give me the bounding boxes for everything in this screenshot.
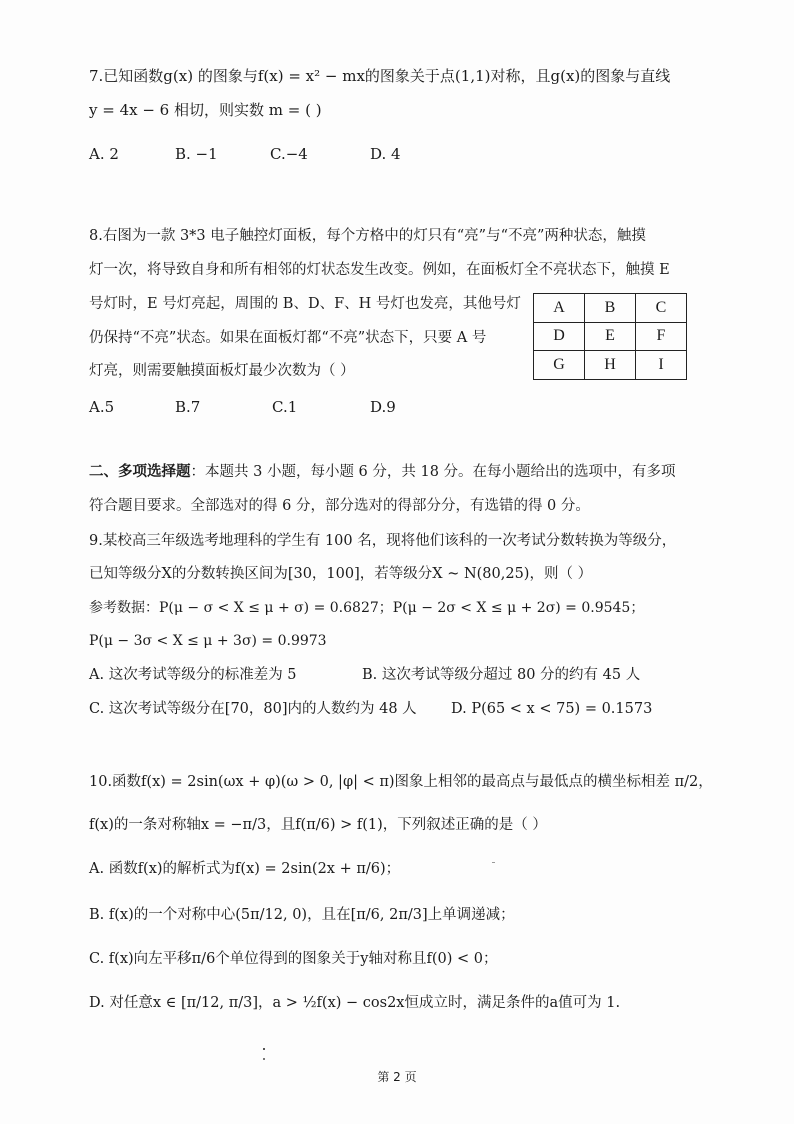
q8-option-d: D.9	[370, 398, 396, 416]
q9-stem-line2: 已知等级分X的分数转换区间为[30，100]，若等级分X ~ N(80,25)，则（ ）	[89, 566, 593, 582]
q8-stem-line2: 灯一次，将导致自身和所有相邻的灯状态发生改变。例如，在面板灯全不亮状态下，触摸 E	[89, 262, 670, 278]
grid-cell: E	[585, 322, 636, 351]
grid-cell: A	[534, 294, 585, 323]
q10-stem-line2: f(x)的一条对称轴x = −π/3，且f(π/6) > f(1)，下列叙述正确的是（ ）	[89, 817, 547, 833]
q8-option-a: A.5	[89, 398, 115, 416]
q10-option-a: A. 函数f(x)的解析式为f(x) = 2sin(2x + π/6)；	[89, 861, 401, 877]
q7-option-a: A. 2	[89, 145, 119, 163]
grid-row	[534, 351, 687, 380]
q9-stem-line1: 9.某校高三年级选考地理科的学生有 100 名，现将他们该科的一次考试分数转换为等级分，	[89, 533, 677, 549]
q7-option-b: B. −1	[175, 145, 218, 163]
scan-speck	[263, 1048, 265, 1050]
light-panel-grid	[533, 293, 687, 380]
q10-option-c: C. f(x)向左平移π/6个单位得到的图象关于y轴对称且f(0) < 0；	[89, 951, 498, 967]
page-number: 第 2 页	[377, 1070, 417, 1084]
q8-stem-line3: 号灯时，E 号灯亮起，周围的 B、D、F、H 号灯也发亮，其他号灯	[89, 296, 521, 312]
q9-option-c: C. 这次考试等级分在[70，80]内的人数约为 48 人	[89, 701, 417, 717]
q7-stem-line1: 7.已知函数g(x) 的图象与f(x) = x² − mx的图象关于点(1,1)对称，且g(x)的图象与直线	[89, 67, 671, 85]
q9-reference-line2: P(μ − 3σ < X ≤ μ + 3σ) = 0.9973	[89, 633, 327, 649]
q9-reference-line1: 参考数据：P(μ − σ < X ≤ μ + σ) = 0.6827；P(μ − 2σ < X ≤ μ + 2σ) = 0.9545；	[89, 600, 645, 616]
scan-speck	[263, 1058, 265, 1060]
q10-option-b: B. f(x)的一个对称中心(5π/12, 0)，且在[π/6, 2π/3]上单调递减；	[89, 907, 515, 923]
section2-title: 二、多项选择题	[89, 463, 191, 480]
section2-intro-line2: 符合题目要求。全部选对的得 6 分，部分选对的得部分分，有选错的得 0 分。	[89, 498, 590, 514]
section2-intro-text: ：本题共 3 小题，每小题 6 分，共 18 分。在每小题给出的选项中，有多项	[190, 464, 676, 480]
q8-stem-line5: 灯亮，则需要触摸面板灯最少次数为（ ）	[89, 363, 355, 379]
q7-stem-line2: y = 4x − 6 相切，则实数 m = ( )	[89, 101, 322, 119]
q8-stem-line4: 仍保持“不亮”状态。如果在面板灯都“不亮”状态下，只要 A 号	[89, 330, 487, 346]
grid-cell: G	[534, 351, 585, 380]
grid-row	[534, 294, 687, 323]
scan-speck	[492, 862, 495, 863]
grid-cell: B	[585, 294, 636, 323]
q8-option-b: B.7	[175, 398, 201, 416]
q10-stem-line1: 10.函数f(x) = 2sin(ωx + φ)(ω > 0, |φ| < π)图象上相邻的最高点与最低点的横坐标相差 π/2，	[89, 774, 713, 790]
section2-intro-line1	[89, 462, 676, 482]
q9-option-b: B. 这次考试等级分超过 80 分的约有 45 人	[362, 667, 641, 683]
q8-option-c: C.1	[272, 398, 298, 416]
q10-option-d: D. 对任意x ∈ [π/12, π/3]，a > ½f(x) − cos2x恒成立时，满足条件的a值可为 1.	[89, 995, 621, 1011]
q9-option-d: D. P(65 < x < 75) = 0.1573	[451, 701, 653, 717]
grid-cell: F	[636, 322, 687, 351]
grid-cell: H	[585, 351, 636, 380]
grid-cell: I	[636, 351, 687, 380]
grid-cell: D	[534, 322, 585, 351]
q7-option-d: D. 4	[370, 145, 401, 163]
q7-option-c: C.−4	[270, 145, 308, 163]
grid-row	[534, 322, 687, 351]
grid-cell: C	[636, 294, 687, 323]
q8-stem-line1: 8.右图为一款 3*3 电子触控灯面板，每个方格中的灯只有“亮”与“不亮”两种状态，触摸	[89, 228, 646, 244]
q9-option-a: A. 这次考试等级分的标准差为 5	[89, 667, 297, 683]
